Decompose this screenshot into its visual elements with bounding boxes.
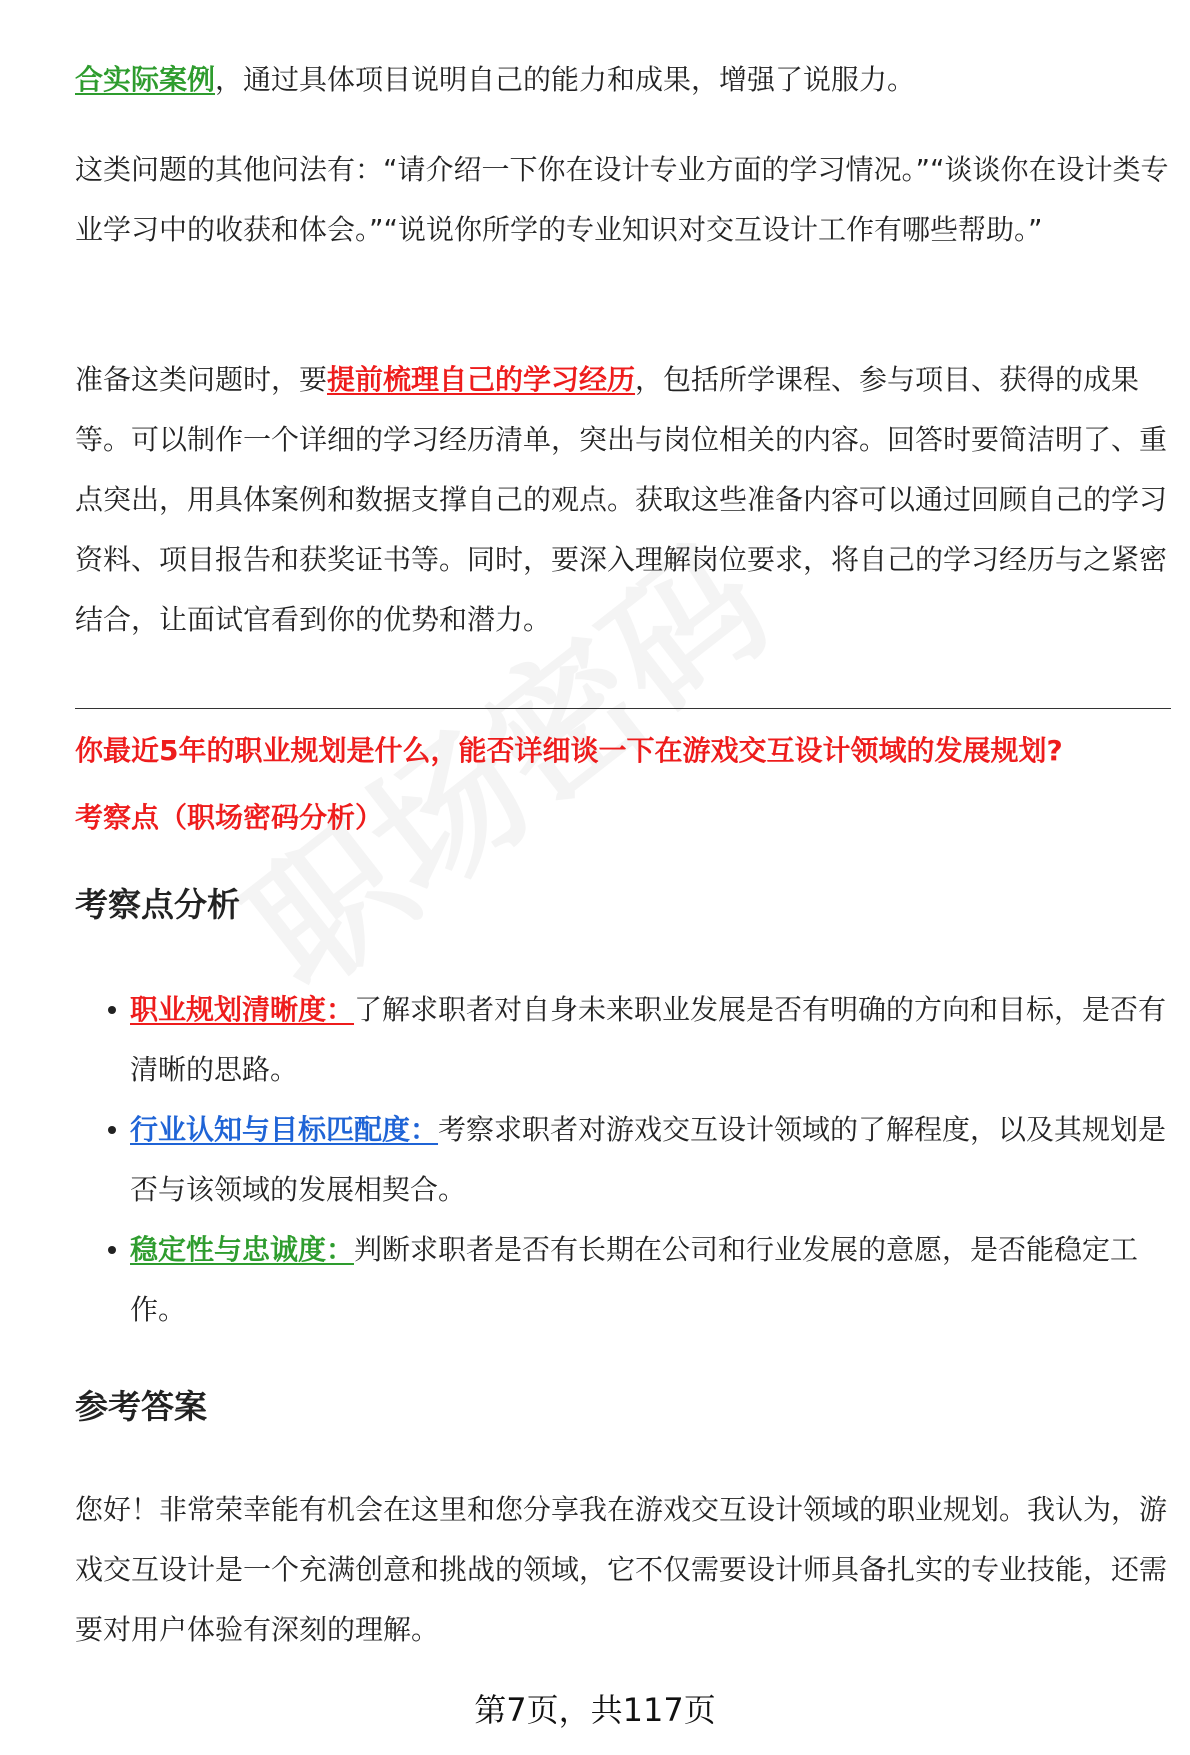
paragraph-1-text: ，通过具体项目说明自己的能力和成果，增强了说服力。 [215,63,916,96]
section-divider [75,708,1171,709]
analysis-list [75,980,1171,1340]
highlight-link-real-cases[interactable]: 合实际案例 [75,63,216,96]
page-number: 第7页，共117页 [474,1691,716,1729]
answer-paragraph: 您好！非常荣幸能有机会在这里和您分享我在游戏交互设计领域的职业规划。我认为，游戏交互设计是一个充满创意和挑战的领域，它不仅需要设计师具备扎实的专业技能，还需要对用户体验有深刻的理解。 [75,1493,1168,1646]
highlight-link-study-history[interactable]: 提前梳理自己的学习经历 [327,363,636,396]
analysis-item-label[interactable]: 稳定性与忠诚度： [130,1233,355,1266]
analysis-item-label[interactable]: 行业认知与目标匹配度： [130,1113,439,1146]
analysis-item-label[interactable]: 职业规划清晰度： [130,993,355,1026]
bullet-icon [108,1246,116,1254]
paragraph-3-before: 准备这类问题时，要 [75,363,328,396]
answer-heading: 参考答案 [75,1387,207,1426]
paragraph-2: 这类问题的其他问法有：“请介绍一下你在设计专业方面的学习情况。”“谈谈你在设计类专业学习中的收获和体会。”“说说你所学的专业知识对交互设计工作有哪些帮助。” [75,153,1169,246]
analysis-heading: 考察点分析 [75,885,240,924]
bullet-icon [108,1006,116,1014]
analysis-item-text: 了解求职者对自身未来职业发展是否有明确的方向和目标，是否有清晰的思路。 [130,993,1167,1086]
list-item [130,1100,1171,1220]
paragraph-3-after: ，包括所学课程、参与项目、获得的成果等。可以制作一个详细的学习经历清单，突出与岗位相关的内容。回答时要简洁明了、重点突出，用具体案例和数据支撑自己的观点。获取这些准备内容可以通过回顾自己的学习资料、项目报告和获奖证书等。同时，要深入理解岗位要求，将自己的学习经历与之紧密结合，让面试官看到你的优势和潜力。 [75,363,1168,636]
question-title: 你最近5年的职业规划是什么，能否详细谈一下在游戏交互设计领域的发展规划? [75,734,1063,767]
analysis-item-text: 考察求职者对游戏交互设计领域的了解程度，以及其规划是否与该领域的发展相契合。 [130,1113,1167,1206]
analysis-item-text: 判断求职者是否有长期在公司和行业发展的意愿，是否能稳定工作。 [130,1233,1139,1326]
list-item [130,1220,1171,1340]
question-subtitle: 考察点（职场密码分析） [75,801,384,834]
paragraph-3 [75,350,1171,650]
list-item [130,980,1171,1100]
bullet-icon [108,1126,116,1134]
paragraph-1 [75,50,1171,110]
